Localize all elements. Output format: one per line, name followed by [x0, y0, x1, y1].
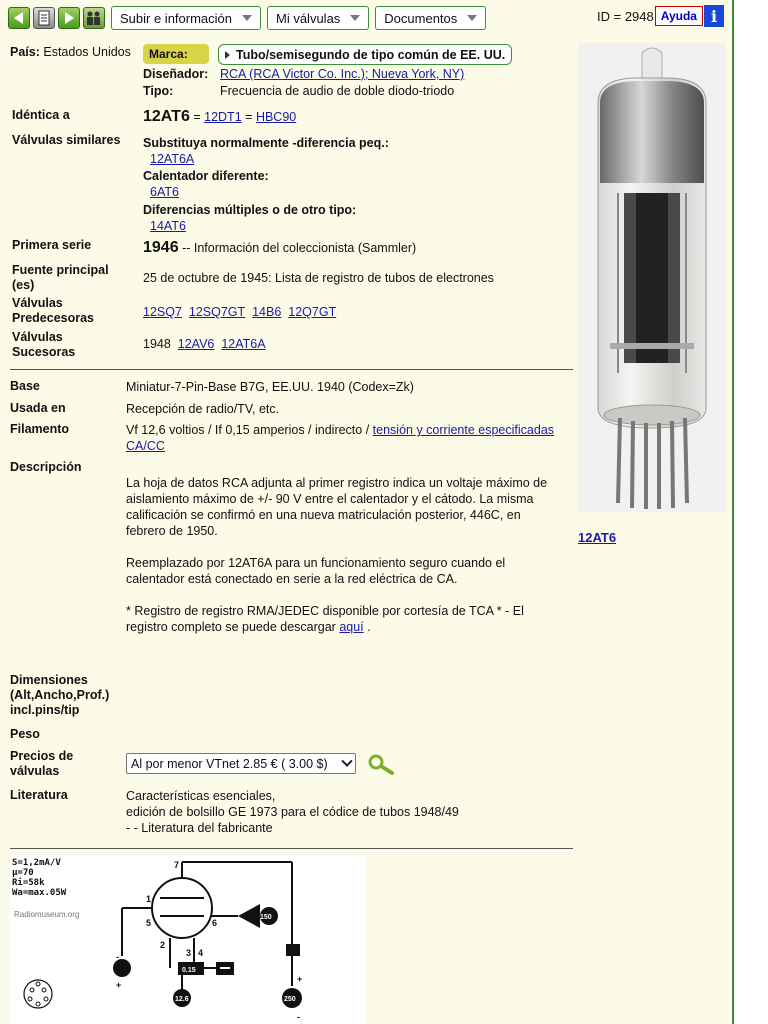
predecesora-link[interactable]: 12SQ7 [143, 305, 182, 319]
precios-label [10, 749, 73, 779]
pin-label: 1 [146, 894, 152, 904]
desc-line: La hoja de datos RCA adjunta al primer registro indica un voltaje máximo de [126, 476, 548, 490]
back-arrow-icon[interactable] [8, 7, 30, 29]
resistor-value: 0.15 [182, 967, 196, 974]
sucesoras-label-line: Válvulas [12, 330, 63, 344]
filamento-link[interactable]: tensión y corriente especificadas [372, 423, 555, 437]
menu-documentos-label: Documentos [384, 10, 458, 26]
fuente-label-line: (es) [12, 278, 35, 292]
predecesora-link[interactable]: 12SQ7GT [188, 305, 246, 319]
sign-label: - [116, 952, 119, 962]
divider [10, 369, 573, 370]
tube-schematic [10, 856, 366, 1024]
filamento-text: Vf 12,6 voltios / If 0,15 amperios / indirecto / [126, 423, 370, 437]
literatura-label: Literatura [10, 788, 68, 802]
sucesora-link[interactable]: 12AT6A [221, 337, 266, 351]
sucesoras-row [143, 336, 266, 352]
pin-label: 2 [160, 940, 166, 950]
spec-line: μ=70 [12, 868, 34, 878]
desc-line: * Registro de registro RMA/JEDEC disponible por cortesía de TCA * - El [126, 604, 524, 618]
chevron-down-icon [341, 755, 352, 766]
dimensiones-label-line: incl.pins/tip [10, 703, 80, 717]
predecesoras-label-line: Válvulas [12, 296, 63, 310]
sucesoras-label-line: Sucesoras [12, 345, 76, 359]
menu-subir-label: Subir e información [120, 10, 232, 26]
base-label: Base [10, 379, 40, 393]
desc-line: aislamiento máximo de +/- 90 V entre el calentador y el cátodo. La misma [126, 492, 534, 506]
usada-label: Usada en [10, 401, 66, 415]
pais-value: Estados Unidos [43, 45, 131, 59]
divider [10, 848, 573, 849]
tubo-type-button[interactable] [218, 44, 512, 65]
predecesoras-links [143, 304, 336, 320]
sucesoras-year: 1948 [143, 337, 171, 351]
similares-link-3[interactable]: 14AT6 [150, 219, 186, 233]
sign-label: - [297, 1012, 300, 1022]
pin-label: 5 [146, 918, 152, 928]
precios-label-line: Precios de [10, 749, 74, 763]
similares-h1: Substituya normalmente -diferencia peq.: [143, 136, 389, 150]
dimensiones-label [10, 673, 109, 718]
similares-link-1[interactable]: 12AT6A [150, 152, 195, 166]
literatura-line: - - Literatura del fabricante [126, 821, 273, 835]
supply-value: 250 [284, 996, 296, 1003]
chevron-down-icon [350, 15, 360, 21]
chevron-down-icon [242, 15, 252, 21]
play-triangle-icon [225, 51, 230, 59]
photo-caption-link[interactable]: 12AT6 [578, 530, 617, 545]
tipo-label: Tipo: [143, 84, 174, 98]
predecesora-link[interactable]: 12Q7GT [288, 305, 337, 319]
tubo-type-label: Tubo/semisegundo de tipo común de EE. UU. [236, 47, 506, 62]
similares-h2: Calentador diferente: [143, 169, 269, 183]
predecesora-link[interactable]: 14B6 [252, 305, 282, 319]
disenador-link[interactable]: RCA (RCA Victor Co. Inc.); Nueva York, NY) [220, 67, 465, 81]
similares-label: Válvulas similares [12, 133, 121, 147]
predecesoras-label-line: Predecesoras [12, 311, 95, 325]
fuente-value: 25 de octubre de 1945: Lista de registro de tubos de electrones [143, 271, 494, 285]
pin-label: 3 [186, 948, 192, 958]
marca-badge: Marca: [143, 44, 209, 64]
predecesoras-label [12, 296, 94, 326]
fuente-label-line: Fuente principal [12, 263, 109, 277]
schematic-diagram [10, 856, 366, 1024]
primera-label: Primera serie [12, 238, 92, 252]
pin-label: 6 [212, 918, 218, 928]
literatura-line: edición de bolsillo GE 1973 para el códice de tubos 1948/49 [126, 805, 459, 819]
sign-label: + [116, 980, 122, 990]
desc-line-with-link [126, 619, 572, 635]
similares-h3: Diferencias múltiples o de otro tipo: [143, 203, 357, 217]
similares-link-2[interactable]: 6AT6 [150, 185, 179, 199]
menu-subir[interactable] [111, 6, 261, 30]
desc-text-end: . [367, 620, 371, 634]
identica-link-12dt1[interactable]: 12DT1 [204, 110, 242, 124]
usada-value: Recepción de radio/TV, etc. [126, 402, 280, 416]
base-value: Miniatur-7-Pin-Base B7G, EE.UU. 1940 (Codex=Zk) [126, 380, 414, 394]
resistor-value: 150 [260, 914, 272, 921]
literatura-line: Características esenciales, [126, 789, 276, 803]
primera-year: 1946 [143, 239, 179, 256]
desc-line: Reemplazado por 12AT6A para un funcionamiento seguro cuando el [126, 556, 506, 570]
document-icon[interactable] [33, 7, 55, 29]
menu-mis-valvulas-label: Mi válvulas [276, 10, 341, 26]
spec-line: S=1,2mA/V [12, 858, 61, 868]
desc-line: calificación se confirmó en una nueva matriculación posterior, 446C, en [126, 508, 521, 522]
toolbar [8, 4, 486, 32]
filamento-link-acdc[interactable]: CA/CC [126, 439, 165, 453]
descripcion-text [126, 475, 572, 635]
dimensiones-label-line: Dimensiones [10, 673, 88, 687]
filamento-label: Filamento [10, 422, 70, 436]
people-icon[interactable] [83, 7, 105, 29]
chevron-down-icon [467, 15, 477, 21]
spec-line: Wa=max.05W [12, 888, 67, 898]
primera-row [143, 240, 416, 256]
dimensiones-label-line: (Alt,Ancho,Prof.) [10, 688, 110, 702]
desc-line: febrero de 1950. [126, 524, 218, 538]
desc-text: registro completo se puede descargar [126, 620, 336, 634]
descripcion-label: Descripción [10, 460, 82, 474]
download-link[interactable]: aquí [339, 620, 364, 634]
sign-label: + [297, 974, 303, 984]
pais-row [10, 44, 131, 60]
tube-name: 12AT6 [143, 108, 190, 125]
desc-line: calentador está conectado en serie a la red eléctrica de CA. [126, 572, 458, 586]
fuente-label [12, 263, 109, 293]
identica-label: Idéntica a [12, 108, 70, 122]
sucesoras-label [12, 330, 75, 360]
identica-row [143, 109, 296, 125]
equals-sign: = [193, 110, 201, 124]
equals-sign: = [245, 110, 253, 124]
info-icon[interactable]: i [704, 5, 724, 27]
menu-mis-valvulas[interactable] [267, 6, 369, 30]
precios-label-line: válvulas [10, 764, 60, 778]
spec-line: Ri=58k [12, 878, 45, 888]
literatura-value [126, 788, 459, 836]
sucesora-link[interactable]: 12AV6 [177, 337, 215, 351]
heater-value: 12.6 [175, 996, 189, 1003]
pin-label: 7 [174, 860, 180, 870]
pais-label: País: [10, 45, 40, 59]
pin-label: 4 [198, 948, 204, 958]
disenador-label: Diseñador: [143, 67, 209, 81]
magnifier-icon[interactable] [367, 753, 395, 775]
identica-link-hbc90[interactable]: HBC90 [255, 110, 297, 124]
help-button[interactable]: Ayuda [655, 6, 703, 26]
id-area [597, 5, 724, 27]
primera-note: -- Información del coleccionista (Sammler) [182, 241, 417, 255]
watermark: Radiomuseum.org [14, 910, 80, 919]
menu-documentos[interactable] [375, 6, 486, 30]
id-text: ID = 2948 [597, 8, 654, 24]
price-select[interactable] [126, 753, 356, 774]
peso-label: Peso [10, 727, 40, 741]
price-select-value: Al por menor VTnet 2.85 € ( 3.00 $) [131, 756, 328, 771]
forward-arrow-icon[interactable] [58, 7, 80, 29]
tipo-value: Frecuencia de audio de doble diodo-triodo [220, 84, 455, 98]
tube-photo[interactable] [578, 43, 726, 512]
filamento-value [126, 422, 572, 454]
